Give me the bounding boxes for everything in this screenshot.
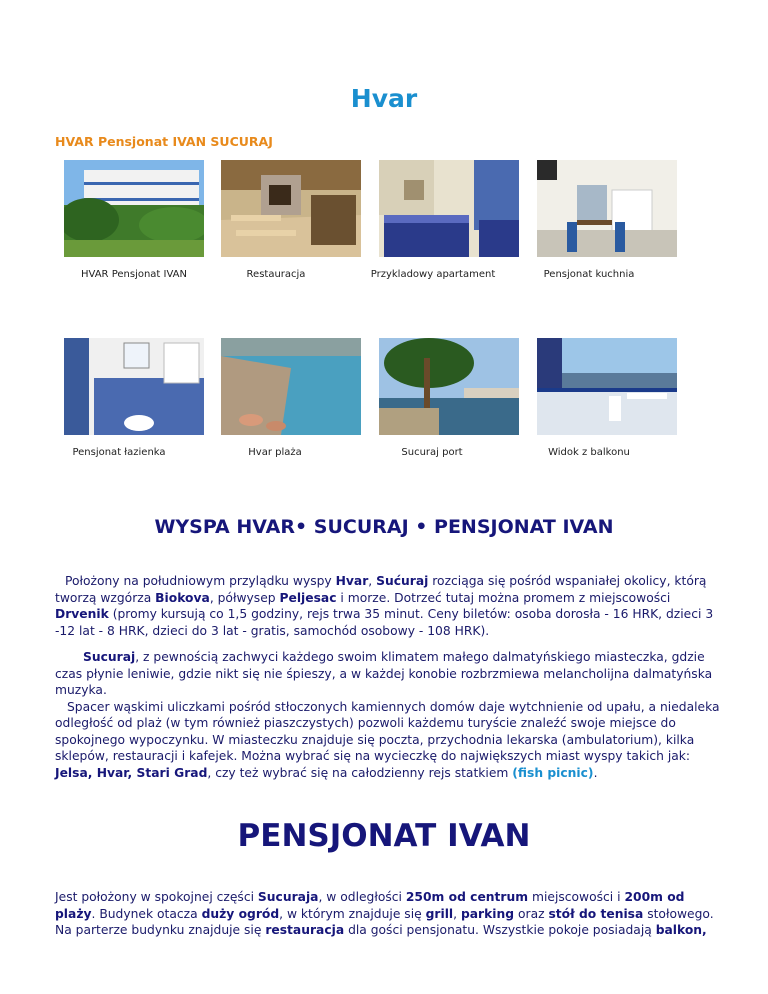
photo-sucuraj-port-image <box>379 338 519 435</box>
photo-plaza[interactable] <box>221 338 361 435</box>
caption-widok-balkon: Widok z balkonu <box>548 447 630 458</box>
page-title: Hvar <box>350 84 418 113</box>
photo-pensjonat-ivan-image <box>64 160 204 257</box>
fish-picnic-link[interactable]: (fish picnic) <box>512 765 594 780</box>
photo-pensjonat-ivan[interactable] <box>64 160 204 257</box>
section-heading-wyspa-hvar: WYSPA HVAR• SUCURAJ • PENSJONAT IVAN <box>154 516 614 538</box>
caption-apartament: Przykladowy apartament <box>370 269 496 280</box>
photo-lazienka-image <box>64 338 204 435</box>
photo-widok-balkon-image <box>537 338 677 435</box>
paragraph-sucuraj: Sucuraj, z pewnością zachwyci każdego swoim klimatem małego dalmatyńskiego miasteczka, gdzie czas płynie leniwie, gdzie nikt się nie śpieszy, a w każdej konobie rozbrzmiewa melancholijna dalmatyńska muzyka. Spacer wąskimi uliczkami pośród stłoczonych kamiennych domów daje wytchnienie od upału, a niedaleka odległość od plaż (w tym również piaszczystych) pozwoli każdemu turyście znaleźć swoje miejsce do spokojnego wypoczynku. W miasteczku znajduje się poczta, przychodnia lekarska (ambulatorium), kilka sklepów, restauracji i kafejek. Można wybrać się na wycieczkę do największych miast wyspy takich jak: Jelsa, Hvar, Stari Grad, czy też wybrać się na całodzienny rejs statkiem (fish picnic). <box>55 650 720 780</box>
section-heading-pensjonat-ivan: PENSJONAT IVAN <box>237 818 531 854</box>
caption-plaza: Hvar plaża <box>248 447 302 458</box>
photo-kuchnia-image <box>537 160 677 257</box>
paragraph-intro: Położony na południowym przylądku wyspy Hvar, Sućuraj rozciąga się pośród wspaniałej okolicy, którą tworzą wzgórza Biokova, półwysep Peljesac i morze. Dotrzeć tutaj można promem z miejscowości Drvenik (promy kursują co 1,5 godziny, rejs trwa 35 minut. Ceny biletów: osoba dorosła - 16 HRK, dzieci 3 -12 lat - 8 HRK, dzieci do 3 lat - gratis, samochód osobowy - 108 HRK). <box>55 574 714 638</box>
photo-restauracja-image <box>221 160 361 257</box>
photo-kuchnia[interactable] <box>537 160 677 257</box>
page-subtitle: HVAR Pensjonat IVAN SUCURAJ <box>55 134 273 149</box>
caption-pensjonat-ivan: HVAR Pensjonat IVAN <box>81 269 187 280</box>
caption-lazienka: Pensjonat łazienka <box>72 447 166 458</box>
photo-lazienka[interactable] <box>64 338 204 435</box>
photo-apartament[interactable] <box>379 160 519 257</box>
photo-sucuraj-port[interactable] <box>379 338 519 435</box>
caption-kuchnia: Pensjonat kuchnia <box>543 269 635 280</box>
caption-restauracja: Restauracja <box>246 269 306 280</box>
photo-restauracja[interactable] <box>221 160 361 257</box>
photo-apartament-image <box>379 160 519 257</box>
caption-sucuraj-port: Sucuraj port <box>401 447 463 458</box>
photo-plaza-image <box>221 338 361 435</box>
photo-widok-balkon[interactable] <box>537 338 677 435</box>
paragraph-pensjonat: Jest położony w spokojnej części Sucuraja, w odległości 250m od centrum miejscowości i 200m od plaży. Budynek otacza duży ogród, w którym znajduje się grill, parking oraz stół do tenisa stołowego. Na parterze budynku znajduje się restauracja dla gości pensjonatu. Wszystkie pokoje posiadają balkon, <box>55 890 714 937</box>
